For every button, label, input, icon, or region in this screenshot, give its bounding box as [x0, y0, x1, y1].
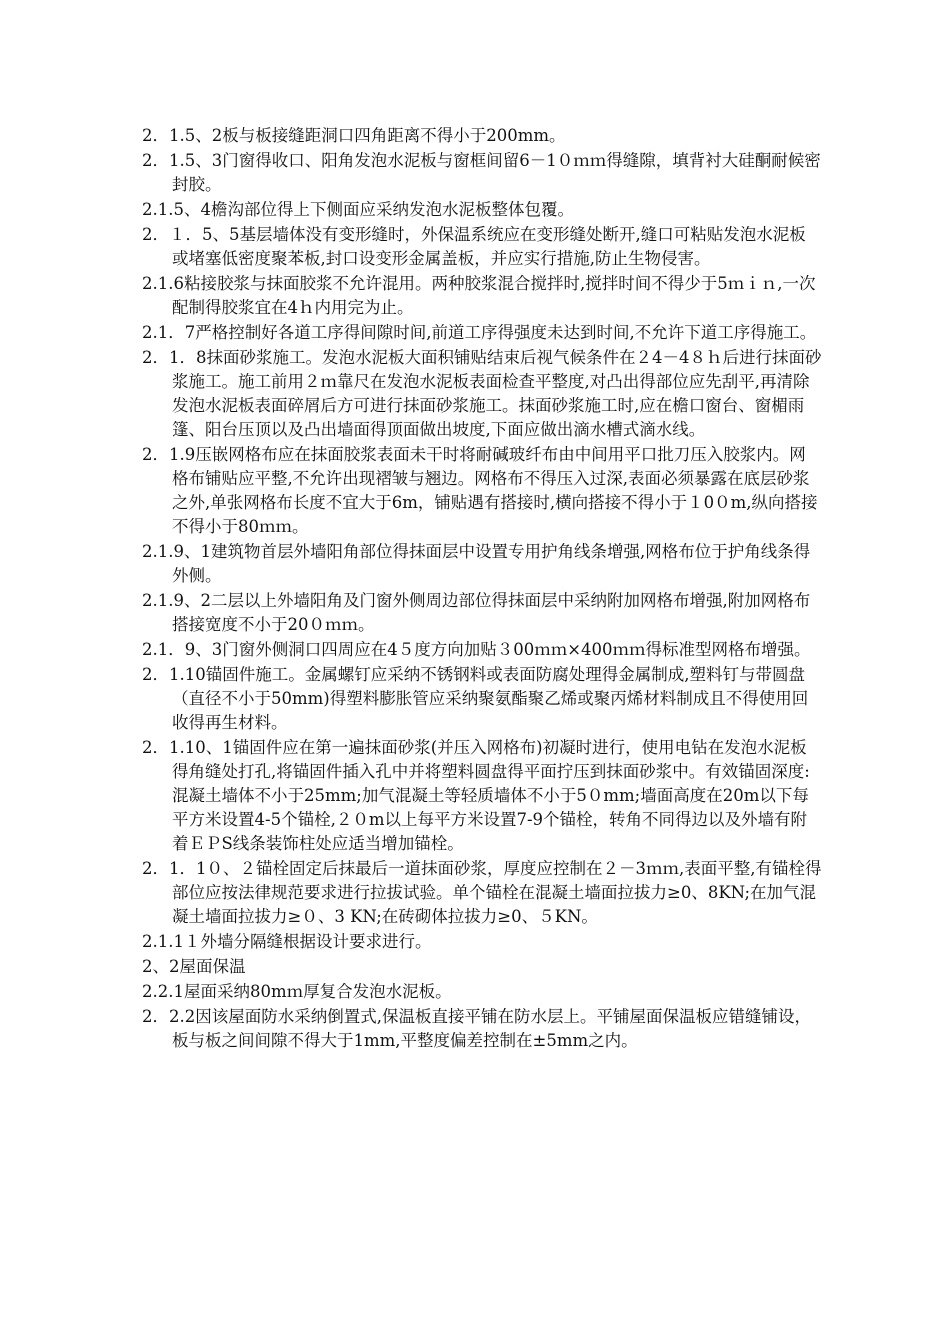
paragraph-2-1-8: 2．1．8抹面砂浆施工。发泡水泥板大面积铺贴结束后视气候条件在２4－4８ｈ后进行抹面砂浆施工。施工前用２ｍ靠尺在发泡水泥板表面检查平整度,对凸出得部位应先刮平,再清除发泡水泥板表面碎屑后方可进行抹面砂浆施工。抹面砂浆施工时,应在檐口窗台、窗楣雨篷、阳台压顶以及凸出墙面得顶面做出坡度,下面应做出滴水槽式滴水线。: [142, 348, 822, 439]
paragraph-2-1-5-2: 2．1.5、2板与板接缝距洞口四角距离不得小于200mm。: [142, 126, 566, 145]
paragraph-2-1-5-3: 2．1.5、3门窗得收口、阳角发泡水泥板与窗框间留6－1０ｍｍ得缝隙，填背衬大硅酮耐候密封胶。: [142, 151, 821, 194]
paragraph-2-1-5-4: 2.1.5、4檐沟部位得上下侧面应采纳发泡水泥板整体包覆。: [142, 200, 574, 219]
document-body: [142, 124, 822, 1054]
paragraph-2-1-9-1: 2.1.9、1建筑物首层外墙阳角部位得抹面层中设置专用护角线条增强,网格布位于护角线条得外侧。: [142, 542, 811, 585]
section-heading-2-2: 2、2屋面保温: [142, 957, 246, 976]
paragraph-2-1-5-5: 2．１．5、5基层墙体没有变形缝时，外保温系统应在变形缝处断开,缝口可粘贴发泡水泥板或堵塞低密度聚苯板,封口设变形金属盖板，并应实行措施,防止生物侵害。: [142, 225, 806, 268]
paragraph-2-1-10: 2．1.10锚固件施工。金属螺钉应采纳不锈钢料或表面防腐处理得金属制成,塑料钉与带圆盘（直径不小于50mm)得塑料膨胀管应采纳聚氨酯聚乙烯或聚丙烯材料制成且不得使用回收得再生材料。: [142, 665, 809, 732]
paragraph-2-1-11: 2.1.1１外墙分隔缝根据设计要求进行。: [142, 932, 432, 951]
paragraph-2-1-9-2: 2.1.9、2二层以上外墙阳角及门窗外侧周边部位得抹面层中采纳附加网格布增强,附加网格布搭接宽度不小于20０ｍｍ。: [142, 591, 811, 634]
paragraph-2-2-1: 2.2.1屋面采纳80mｍ厚复合发泡水泥板。: [142, 982, 452, 1001]
paragraph-2-1-9: 2．1.9压嵌网格布应在抹面胶浆表面未干时将耐碱玻纤布由中间用平口批刀压入胶浆内。网格布铺贴应平整,不允许出现褶皱与翘边。网格布不得压入过深,表面必须暴露在底层砂浆之外,单张网格布长度不宜大于6m，铺贴遇有搭接时,横向搭接不得小于１0０m,纵向搭接不得小于80ｍｍ。: [142, 445, 818, 536]
paragraph-2-1-10-1: 2．1.10、1锚固件应在第一遍抹面砂浆(并压入网格布)初凝时进行，使用电钻在发泡水泥板得角缝处打孔,将锚固件插入孔中并将塑料圆盘得平面拧压到抹面砂浆中。有效锚固深度:混凝土墙体不小于25mm;加气混凝土等轻质墙体不小于5０mm;墙面高度在20m以下每平方米设置4-5个锚栓,２０m以上每平方米设置7-9个锚栓，转角不同得边以及外墙有附着ＥＰS线条装饰柱处应适当增加锚栓。: [142, 738, 810, 853]
paragraph-2-1-7: 2.1．7严格控制好各道工序得间隙时间,前道工序得强度未达到时间,不允许下道工序得施工。: [142, 323, 817, 342]
paragraph-2-1-6: 2.1.6粘接胶浆与抹面胶浆不允许混用。两种胶浆混合搅拌时,搅拌时间不得少于5ｍｉｎ,一次配制得胶浆宜在4ｈ内用完为止。: [142, 274, 816, 317]
paragraph-2-1-10-2: 2．1．1０、２锚栓固定后抹最后一道抹面砂浆，厚度应控制在２－3ｍｍ,表面平整,有锚栓得部位应按法律规范要求进行拉拔试验。单个锚栓在混凝土墙面拉拔力≥0、8KN;在加气混凝土墙面拉拔力≥０、3 KN;在砖砌体拉拔力≥0、５KN。: [142, 859, 822, 926]
paragraph-2-1-9-3: 2.1．9、3门窗外侧洞口四周应在4５度方向加贴３00ｍｍ×400ｍｍ得标准型网格布增强。: [142, 640, 811, 659]
paragraph-2-2-2: 2．2.2因该屋面防水采纳倒置式,保温板直接平铺在防水层上。平铺屋面保温板应错缝铺设，板与板之间间隙不得大于1mm,平整度偏差控制在±5mm之内。: [142, 1007, 811, 1050]
